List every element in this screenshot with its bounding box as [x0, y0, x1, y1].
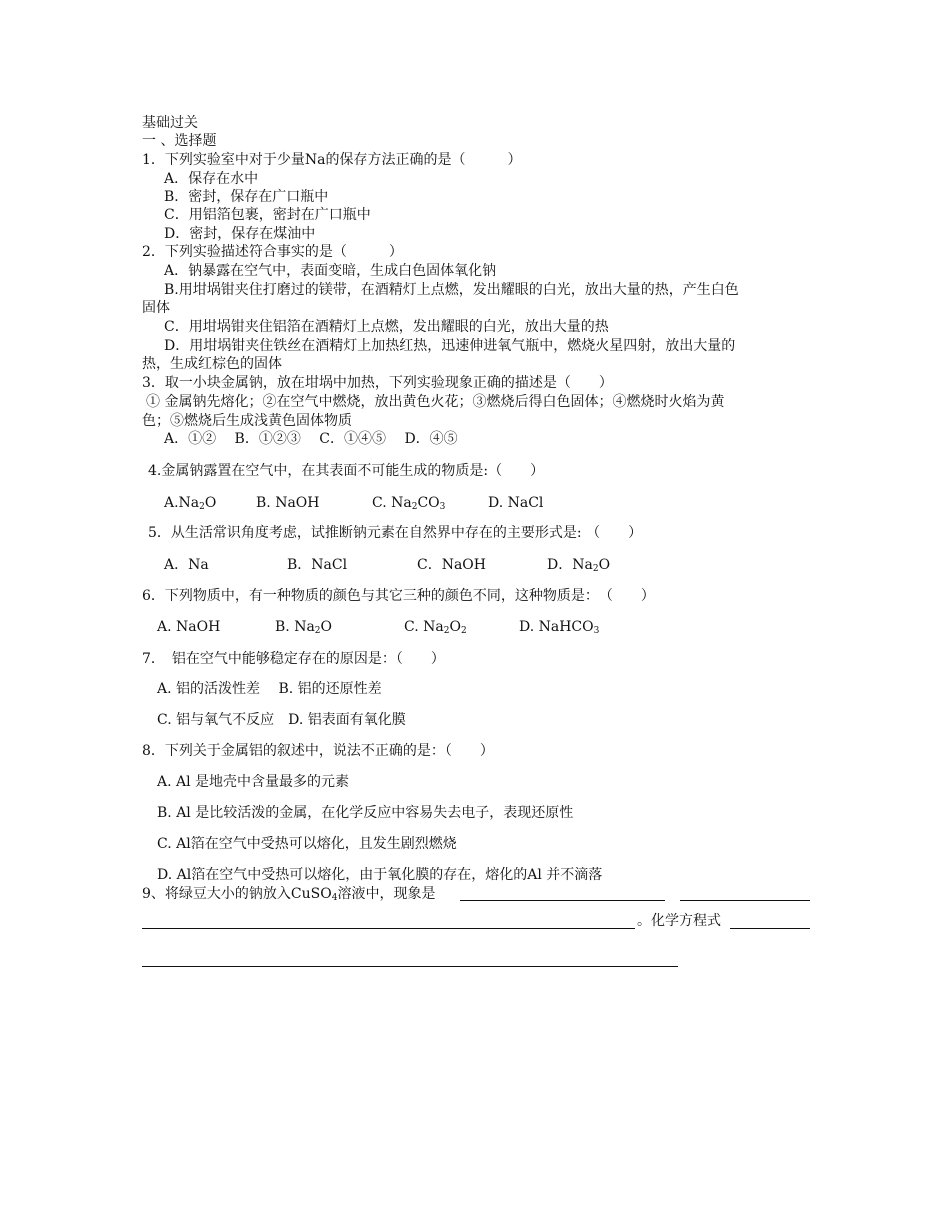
q4-stem: 4.金属钠露置在空气中，在其表面不可能生成的物质是:（ ）	[148, 463, 545, 479]
q8-option-b: B. Al 是比较活泼的金属，在化学反应中容易失去电子，表现还原性	[157, 805, 574, 821]
q5-option-a: A．Na	[164, 557, 209, 573]
q2-option-c: C．用坩埚钳夹住铝箔在酒精灯上点燃，发出耀眼的白光，放出大量的热	[164, 319, 609, 335]
q6-option-d: D. NaHCO$_3$	[519, 619, 600, 636]
q2-option-d: D．用坩埚钳夹住铁丝在酒精灯上加热红热，迅速伸进氧气瓶中，燃烧火星四射，放出大量的	[164, 338, 736, 354]
q3-desc-line2: 色；⑤燃烧后生成浅黄色固体物质	[142, 413, 352, 429]
q3-options: A．①② B．①②③ C．①④⑤ D．④⑤	[164, 431, 458, 447]
q3-stem: 3．取一小块金属钠，放在坩埚中加热，下列实验现象正确的描述是（ ）	[142, 375, 613, 391]
q9-stem: 9、将绿豆大小的钠放入CuSO$_4$溶液中，现象是	[142, 886, 436, 903]
q4-option-a: $A.Na_2O$	[164, 495, 217, 512]
q9-equation-blank-2[interactable]	[142, 966, 678, 967]
q8-option-d: D. Al箔在空气中受热可以熔化，由于氧化膜的存在，熔化的Al 并不滴落	[157, 867, 603, 883]
q5-stem: 5．从生活常识角度考虑，试推断钠元素在自然界中存在的主要形式是: （ ）	[148, 525, 643, 541]
q9-phenomenon-blank-2[interactable]	[680, 900, 810, 901]
q7-options-cd: C. 铝与氧气不反应 D. 铝表面有氧化膜	[157, 712, 406, 728]
q2-option-b-cont: 固体	[142, 300, 170, 316]
q1-option-c: C．用铝箔包裹，密封在广口瓶中	[164, 207, 371, 223]
q1-option-a: A．保存在水中	[164, 171, 259, 187]
q1-option-d: D．密封，保存在煤油中	[164, 226, 316, 242]
q3-desc-line1: ① 金属钠先熔化；②在空气中燃烧，放出黄色火花；③燃烧后得白色固体；④燃烧时火焰为黄	[146, 394, 725, 410]
q9-equation-blank-1[interactable]	[730, 928, 810, 929]
q9-phenomenon-blank-1[interactable]	[460, 900, 665, 901]
q7-options-ab: A. 铝的活泼性差 B. 铝的还原性差	[157, 681, 382, 697]
q4-option-c: C. $Na_2CO_3$	[372, 495, 446, 512]
q9-equation-label: 。化学方程式	[637, 913, 721, 929]
q8-option-a: A. Al 是地壳中含量最多的元素	[157, 774, 350, 790]
q8-option-c: C. Al箔在空气中受热可以熔化，且发生剧烈燃烧	[157, 836, 457, 852]
q6-option-c: C. $Na_2O_2$	[404, 619, 467, 636]
q4-option-d: D. NaCl	[488, 495, 544, 511]
q1-stem: 1．下列实验室中对于少量Na的保存方法正确的是（ ）	[142, 152, 522, 168]
q5-option-c: C．NaOH	[417, 557, 486, 573]
q6-option-a: A. NaOH	[157, 619, 221, 635]
q8-stem: 8．下列关于金属铝的叙述中，说法不正确的是：（ ）	[142, 743, 494, 759]
q5-option-b: B．NaCl	[287, 557, 348, 573]
q6-stem: 6．下列物质中，有一种物质的颜色与其它三种的颜色不同，这种物质是： （ ）	[142, 588, 655, 604]
q7-stem: 7． 铝在空气中能够稳定存在的原因是：（ ）	[142, 651, 445, 667]
q4-option-b: B. NaOH	[256, 495, 320, 511]
section-title: 基础过关	[142, 115, 198, 131]
q2-option-b: B.用坩埚钳夹住打磨过的镁带，在酒精灯上点燃，发出耀眼的白光，放出大量的热，产生白色	[164, 282, 739, 298]
q6-option-b: B. $Na_2O$	[275, 619, 333, 636]
q5-option-d: D．$Na_2O$	[547, 557, 611, 574]
q1-option-b: B．密封，保存在广口瓶中	[164, 189, 329, 205]
q2-stem: 2．下列实验描述符合事实的是（ ）	[142, 244, 403, 260]
q9-phenomenon-blank-3[interactable]	[142, 928, 635, 929]
part-heading: 一 、选择题	[142, 133, 217, 149]
q2-option-a: A．钠暴露在空气中，表面变暗，生成白色固体氧化钠	[164, 263, 497, 279]
q2-option-d-cont: 热，生成红棕色的固体	[142, 356, 282, 372]
